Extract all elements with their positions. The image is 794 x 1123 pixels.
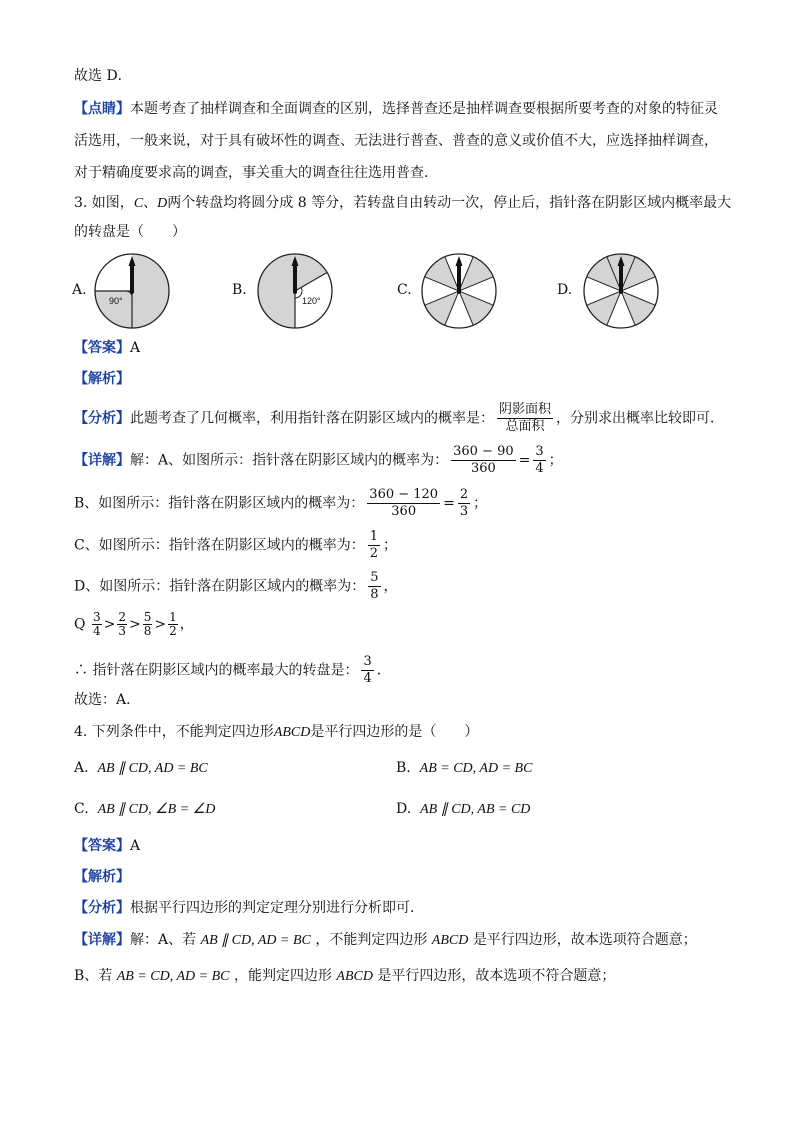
tag-xiangjie: 【详解】 (74, 932, 130, 948)
spinner-a-diagram (93, 252, 171, 330)
q4-option-a: A. AB ∥ CD, AD = BC (74, 760, 208, 776)
q4-option-b: B. AB = CD, AD = BC (396, 760, 533, 776)
fraction: $\frac{360 - 90}{360}$ (453, 444, 514, 476)
q3-detail-b: B、如图所示：指针落在阴影区域内的概率为： $\frac{360 - 120}{360}$ = $\frac{2}{3}$ ； (74, 487, 488, 519)
tag-dianjing: 【点睛】 (74, 101, 130, 117)
q3-answer: 【答案】A (74, 340, 141, 356)
q3-final: 故选：A． (74, 692, 141, 708)
q3-stem-line-1: 3. 如图，C、D两个转盘均将圆分成 8 等分，若转盘自由转动一次，停止后，指针落在阴影区域内概率最大 (74, 195, 732, 211)
tag-jiexi: 【解析】 (74, 371, 130, 387)
tag-fenxi: 【分析】 (74, 900, 130, 916)
tag-answer: 【答案】 (74, 340, 130, 356)
q4-jiexi (74, 867, 130, 887)
fraction: $\frac{1}{2}$ (169, 610, 177, 638)
q3-detail-a: 【详解】解：A、如图所示：指针落在阴影区域内的概率为： $\frac{360 - 90}{360}$ = $\frac{3}{4}$ ； (74, 444, 563, 476)
q4-option-d: D. AB ∥ CD, AB = CD (396, 801, 531, 817)
option-c-label: C. (397, 282, 412, 298)
q4-option-c: C. AB ∥ CD, ∠B = ∠D (74, 801, 216, 817)
q3-detail-d: D、如图所示：指针落在阴影区域内的概率为： $\frac{5}{8}$ ， (74, 570, 398, 602)
tag-fenxi: 【分析】 (74, 410, 130, 427)
q3-jiexi (74, 369, 130, 389)
spinner-d-diagram (582, 252, 660, 330)
q4-stem: 4. 下列条件中，不能判定四边形ABCD是平行四边形的是（ ） (74, 724, 479, 740)
q3-fenxi: 【分析】此题考查了几何概率，利用指针落在阴影区域内的概率是： $\frac{\text{阴影面积}}{\text{总面积}}$ ，分别求出概率比较即可． (74, 402, 725, 434)
dianjing-line-2: 活选用，一般来说，对于具有破坏性的调查、无法进行普查、普查的意义或价值不大，应选择抽样调查， (74, 133, 718, 149)
q3-detail-c: C、如图所示：指针落在阴影区域内的概率为： $\frac{1}{2}$ ； (74, 529, 397, 561)
dianjing-line-1: 【点睛】本题考查了抽样调查和全面调查的区别，选择普查还是抽样调查要根据所要考查的对象的特征灵 (74, 101, 718, 117)
fraction: $\frac{2}{3}$ (118, 610, 126, 638)
angle-label-a: 90° (109, 296, 123, 306)
fraction: $\frac{5}{8}$ (370, 570, 379, 602)
text-line: 故选 D． (74, 68, 132, 84)
tag-answer: 【答案】 (74, 838, 130, 854)
q4-fenxi: 【分析】根据平行四边形的判定定理分别进行分析即可． (74, 900, 424, 916)
fraction: $\frac{5}{8}$ (143, 610, 152, 638)
q4-answer: 【答案】A (74, 838, 141, 854)
fraction: $\frac{2}{3}$ (459, 487, 469, 519)
dianjing-line-3: 对于精确度要求高的调查，事关重大的调查往往选用普查． (74, 165, 438, 181)
fraction: $\frac{3}{4}$ (535, 444, 544, 476)
q4-detail-b: B、若 AB = CD, AD = BC ，能判定四边形 ABCD 是平行四边形，故本选项不符合题意； (74, 968, 616, 984)
option-d-label: D. (557, 282, 573, 298)
q4-detail-a: 【详解】解：A、若 AB ∥ CD, AD = BC ，不能判定四边形 ABCD 是平行四边形，故本选项符合题意； (74, 932, 697, 948)
spinner-c-diagram (420, 252, 498, 330)
spinner-b-diagram (256, 252, 334, 330)
q3-compare: Q $\frac{3}{4}$ > $\frac{2}{3}$ > $\frac{5}{8}$ > $\frac{1}{2}$ ， (74, 610, 194, 638)
option-a-label: A. (72, 282, 87, 298)
fraction: $\frac{3}{4}$ (363, 654, 372, 686)
tag-jiexi: 【解析】 (74, 869, 130, 885)
tag-xiangjie: 【详解】 (74, 452, 130, 469)
fraction: $\frac{1}{2}$ (369, 529, 378, 561)
fraction: $\frac{360 - 120}{360}$ (369, 487, 439, 519)
option-b-label: B. (232, 282, 247, 298)
q3-stem-line-2: 的转盘是（ ） (74, 224, 186, 240)
fraction: $\frac{3}{4}$ (92, 610, 101, 638)
fraction: $\frac{\text{阴影面积}}{\text{总面积}}$ (499, 402, 552, 434)
angle-label-b: 120° (302, 296, 321, 306)
q3-conclusion: ∴ 指针落在阴影区域内的概率最大的转盘是： $\frac{3}{4}$ ． (74, 654, 391, 686)
